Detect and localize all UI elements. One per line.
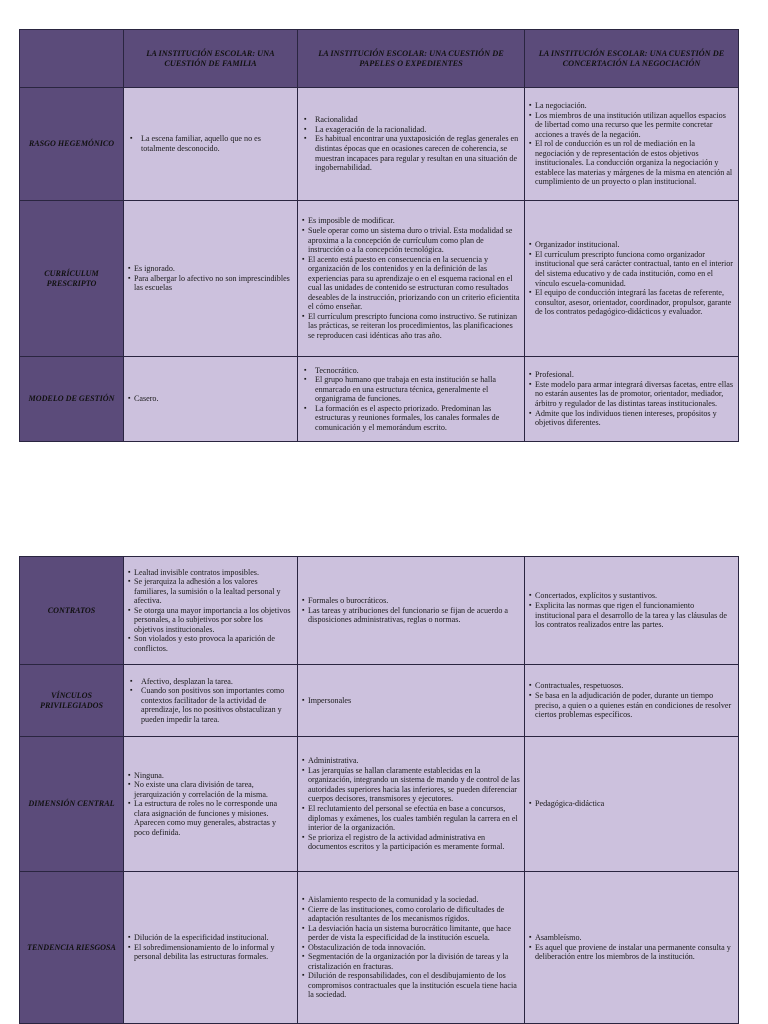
list-item: ▪ Lealtad invisible contratos imposibles. bbox=[128, 568, 293, 578]
cell-papeles bbox=[298, 665, 525, 737]
list-item: ▪ El acento está puesto en consecuencia en la secuencia y organización de los contenidos y en la definición de las experiencias para su aprendizaje o en el esquema racional en el cual las unidades de contenido se estructuran como resultados deseables de la instrucción, priorizando con un criterio eficientita el cómo enseñar. bbox=[302, 255, 520, 312]
cell-familia bbox=[124, 737, 298, 872]
row-label-vinculos-privilegiados: VÍNCULOS PRIVILEGIADOS bbox=[20, 665, 124, 737]
list-item: ▪ Segmentación de la organización por la división de tareas y la cristalización en fracturas. bbox=[302, 952, 520, 971]
cell-papeles bbox=[298, 201, 525, 357]
cell-familia bbox=[124, 872, 298, 1024]
list-item: ▪ Tecnocrático. bbox=[302, 366, 520, 376]
list-item: ▪ Explicita las normas que rigen el funcionamiento institucional para el desarrollo de la tarea y las cláusulas de los contratos realizados entre las partes. bbox=[529, 601, 734, 630]
header-familia: LA INSTITUCIÓN ESCOLAR: UNA CUESTIÓN DE FAMILIA bbox=[124, 30, 298, 88]
list-item: ▪ Contractuales, respetuosos. bbox=[529, 681, 734, 691]
list-item: ▪ Afectivo, desplazan la tarea. bbox=[128, 677, 293, 687]
row-label-modelo-gestion: MODELO DE GESTIÓN bbox=[20, 357, 124, 442]
list-item: ▪ Administrativa. bbox=[302, 756, 520, 766]
cell-negociacion bbox=[525, 557, 739, 665]
header-negociacion: LA INSTITUCIÓN ESCOLAR: UNA CUESTIÓN DE CONCERTACIÓN LA NEGOCIACIÓN bbox=[525, 30, 739, 88]
list-item: ▪ Organizador institucional. bbox=[529, 240, 734, 250]
cell-negociacion bbox=[525, 201, 739, 357]
cell-familia bbox=[124, 201, 298, 357]
list-item: ▪ Obstaculización de toda innovación. bbox=[302, 943, 520, 953]
list-item: ▪ Dilución de responsabilidades, con el desdibujamiento de los compromisos contractuales que la institución escuela tiene hacia la sociedad. bbox=[302, 971, 520, 1000]
list-item: ▪ El grupo humano que trabaja en esta institución se halla enmarcado en una estructura técnica, generalmente el organigrama de funciones. bbox=[302, 375, 520, 404]
cell-familia bbox=[124, 88, 298, 201]
row-label-rasgo-hegemonico: RASGO HEGEMÓNICO bbox=[20, 88, 124, 201]
table-row bbox=[20, 357, 739, 442]
list-item: ▪ Los miembros de una institución utilizan aquellos espacios de libertad como una recurso que les permite concretar acciones a través de la negación. bbox=[529, 111, 734, 140]
cell-papeles bbox=[298, 737, 525, 872]
cell-papeles bbox=[298, 88, 525, 201]
header-corner bbox=[20, 30, 124, 88]
list-item: ▪ No existe una clara división de tarea, jerarquización y correlación de la misma. bbox=[128, 780, 293, 799]
list-item: ▪ La formación es el aspecto priorizado. Predominan las estructuras y reuniones formales, los canales formales de comunicación y el memorándum escrito. bbox=[302, 404, 520, 433]
list-item: ▪ Dilución de la especificidad institucional. bbox=[128, 933, 293, 943]
row-label-tendencia-riesgosa: TENDENCIA RIESGOSA bbox=[20, 872, 124, 1024]
list-item: ▪ El reclutamiento del personal se efectúa en base a concursos, diplomas y exámenes, los cuales también regulan la carrera en el interior de la organización. bbox=[302, 804, 520, 833]
list-item: ▪ Admite que los individuos tienen intereses, propósitos y objetivos diferentes. bbox=[529, 409, 734, 428]
table-row bbox=[20, 557, 739, 665]
list-item: ▪ Son violados y esto provoca la aparición de conflictos. bbox=[128, 634, 293, 653]
table-row bbox=[20, 737, 739, 872]
table-row bbox=[20, 665, 739, 737]
list-item: ▪ Es aquel que proviene de instalar una permanente consulta y deliberación entre los miembros de la institución. bbox=[529, 943, 734, 962]
list-item: ▪ Pedagógica-didáctica bbox=[529, 799, 734, 809]
row-label-contratos: CONTRATOS bbox=[20, 557, 124, 665]
cell-negociacion bbox=[525, 665, 739, 737]
list-item: ▪ Es habitual encontrar una yuxtaposición de reglas generales en distintas épocas que en ocasiones carecen de coherencia, se muestran incapaces para regular y resultan en una situación de ingobernabilidad. bbox=[302, 134, 520, 172]
list-item: ▪ La exageración de la racionalidad. bbox=[302, 125, 520, 135]
list-item: ▪ El rol de conducción es un rol de mediación en la negociación y de representación de estos objetivos institucionales. La conducción organiza la negociación y establece las materias y márgenes de la misma en atención al cumplimiento de un proyecto o plan institucional. bbox=[529, 139, 734, 187]
list-item: ▪ Aislamiento respecto de la comunidad y la sociedad. bbox=[302, 895, 520, 905]
list-item: ▪ Es imposible de modificar. bbox=[302, 216, 520, 226]
cell-negociacion bbox=[525, 88, 739, 201]
cell-negociacion bbox=[525, 872, 739, 1024]
cell-negociacion bbox=[525, 357, 739, 442]
list-item: ▪ Se prioriza el registro de la actividad administrativa en documentos escritos y la participación es meramente formal. bbox=[302, 833, 520, 852]
list-item: ▪ Impersonales bbox=[302, 696, 520, 706]
cell-familia bbox=[124, 557, 298, 665]
list-item: ▪ El equipo de conducción integrará las facetas de referente, consultor, asesor, orientador, coordinador, propulsor, garante de los contratos pedagógico-didácticos y evaluador. bbox=[529, 288, 734, 317]
comparison-table-2 bbox=[19, 556, 739, 1024]
list-item: ▪ Formales o burocráticos. bbox=[302, 596, 520, 606]
cell-papeles bbox=[298, 872, 525, 1024]
cell-papeles bbox=[298, 357, 525, 442]
list-item: ▪ Este modelo para armar integrará diversas facetas, entre ellas no estarán ausentes las de promotor, orientador, mediador, árbitro y regulador de las distintas tareas institucionales. bbox=[529, 380, 734, 409]
list-item: ▪ Suele operar como un sistema duro o trivial. Esta modalidad se aproxima a la concepción de currículum como plan de instrucción o a la concepción tecnológica. bbox=[302, 226, 520, 255]
list-item: ▪ Profesional. bbox=[529, 370, 734, 380]
list-item: ▪ Se jerarquiza la adhesión a los valores familiares, la sumisión o la lealtad personal y afectiva. bbox=[128, 577, 293, 606]
list-item: ▪ Racionalidad bbox=[302, 115, 520, 125]
cell-familia bbox=[124, 665, 298, 737]
table-row bbox=[20, 872, 739, 1024]
cell-familia bbox=[124, 357, 298, 442]
list-item: ▪ Es ignorado. bbox=[128, 264, 293, 274]
table-row bbox=[20, 88, 739, 201]
list-item: ▪ El sobredimensionamiento de lo informal y personal debilita las estructuras formales. bbox=[128, 943, 293, 962]
list-item: ▪ Las jerarquías se hallan claramente establecidas en la organización, integrando un sistema de mando y de control de las autoridades superiores hacia las inferiores, se pueden diferenciar cuerpos decisores, transmisores y ejecutores. bbox=[302, 766, 520, 804]
list-item: ▪ Casero. bbox=[128, 394, 293, 404]
row-label-curriculum-prescripto: CURRÍCULUM PRESCRIPTO bbox=[20, 201, 124, 357]
list-item: ▪ Cierre de las instituciones, como corolario de dificultades de adaptación resultantes de los mecanismos rígidos. bbox=[302, 905, 520, 924]
list-item: ▪ Ninguna. bbox=[128, 771, 293, 781]
header-papeles: LA INSTITUCIÓN ESCOLAR: UNA CUESTIÓN DE PAPELES O EXPEDIENTES bbox=[298, 30, 525, 88]
list-item: ▪ La negociación. bbox=[529, 101, 734, 111]
list-item: ▪ Cuando son positivos son importantes como contextos facilitador de la actividad de aprendizaje, los no positivos obstaculizan y pueden impedir la tarea. bbox=[128, 686, 293, 724]
list-item: ▪ Las tareas y atribuciones del funcionario se fijan de acuerdo a disposiciones administrativas, reglas o normas. bbox=[302, 606, 520, 625]
list-item: ▪ Se otorga una mayor importancia a los objetivos personales, a lo subjetivos por sobre los objetivos institucionales. bbox=[128, 606, 293, 635]
list-item: ▪ Para albergar lo afectivo no son imprescindibles las escuelas bbox=[128, 274, 293, 293]
list-item: ▪ Se basa en la adjudicación de poder, durante un tiempo preciso, a quien o a quienes están en condiciones de resolver ciertos problemas específicos. bbox=[529, 691, 734, 720]
list-item: ▪ La escena familiar, aquello que no es totalmente desconocido. bbox=[128, 134, 293, 153]
list-item: ▪ La estructura de roles no le corresponde una clara asignación de funciones y misiones. Aparecen como muy generales, abstractas y poco definida. bbox=[128, 799, 293, 837]
list-item: ▪ Concertados, explícitos y sustantivos. bbox=[529, 591, 734, 601]
header-row bbox=[20, 30, 739, 88]
cell-negociacion bbox=[525, 737, 739, 872]
list-item: ▪ Asambleísmo. bbox=[529, 933, 734, 943]
row-label-dimension-central: DIMENSIÓN CENTRAL bbox=[20, 737, 124, 872]
comparison-table-1 bbox=[19, 29, 739, 442]
list-item: ▪ El currículum prescripto funciona como organizador institucional que será carácter contractual, tanto en el interior del sistema educativo y de cada institución, como en el vínculo escuela-comunidad. bbox=[529, 250, 734, 288]
table-row bbox=[20, 201, 739, 357]
cell-papeles bbox=[298, 557, 525, 665]
list-item: ▪ El currículum prescripto funciona como instructivo. Se rutinizan las prácticas, se reiteran los procedimientos, las planificaciones se reproducen casi idénticas año tras año. bbox=[302, 312, 520, 341]
list-item: ▪ La desviación hacia un sistema burocrático limitante, que hace perder de vista la especificidad de la institución escuela. bbox=[302, 924, 520, 943]
